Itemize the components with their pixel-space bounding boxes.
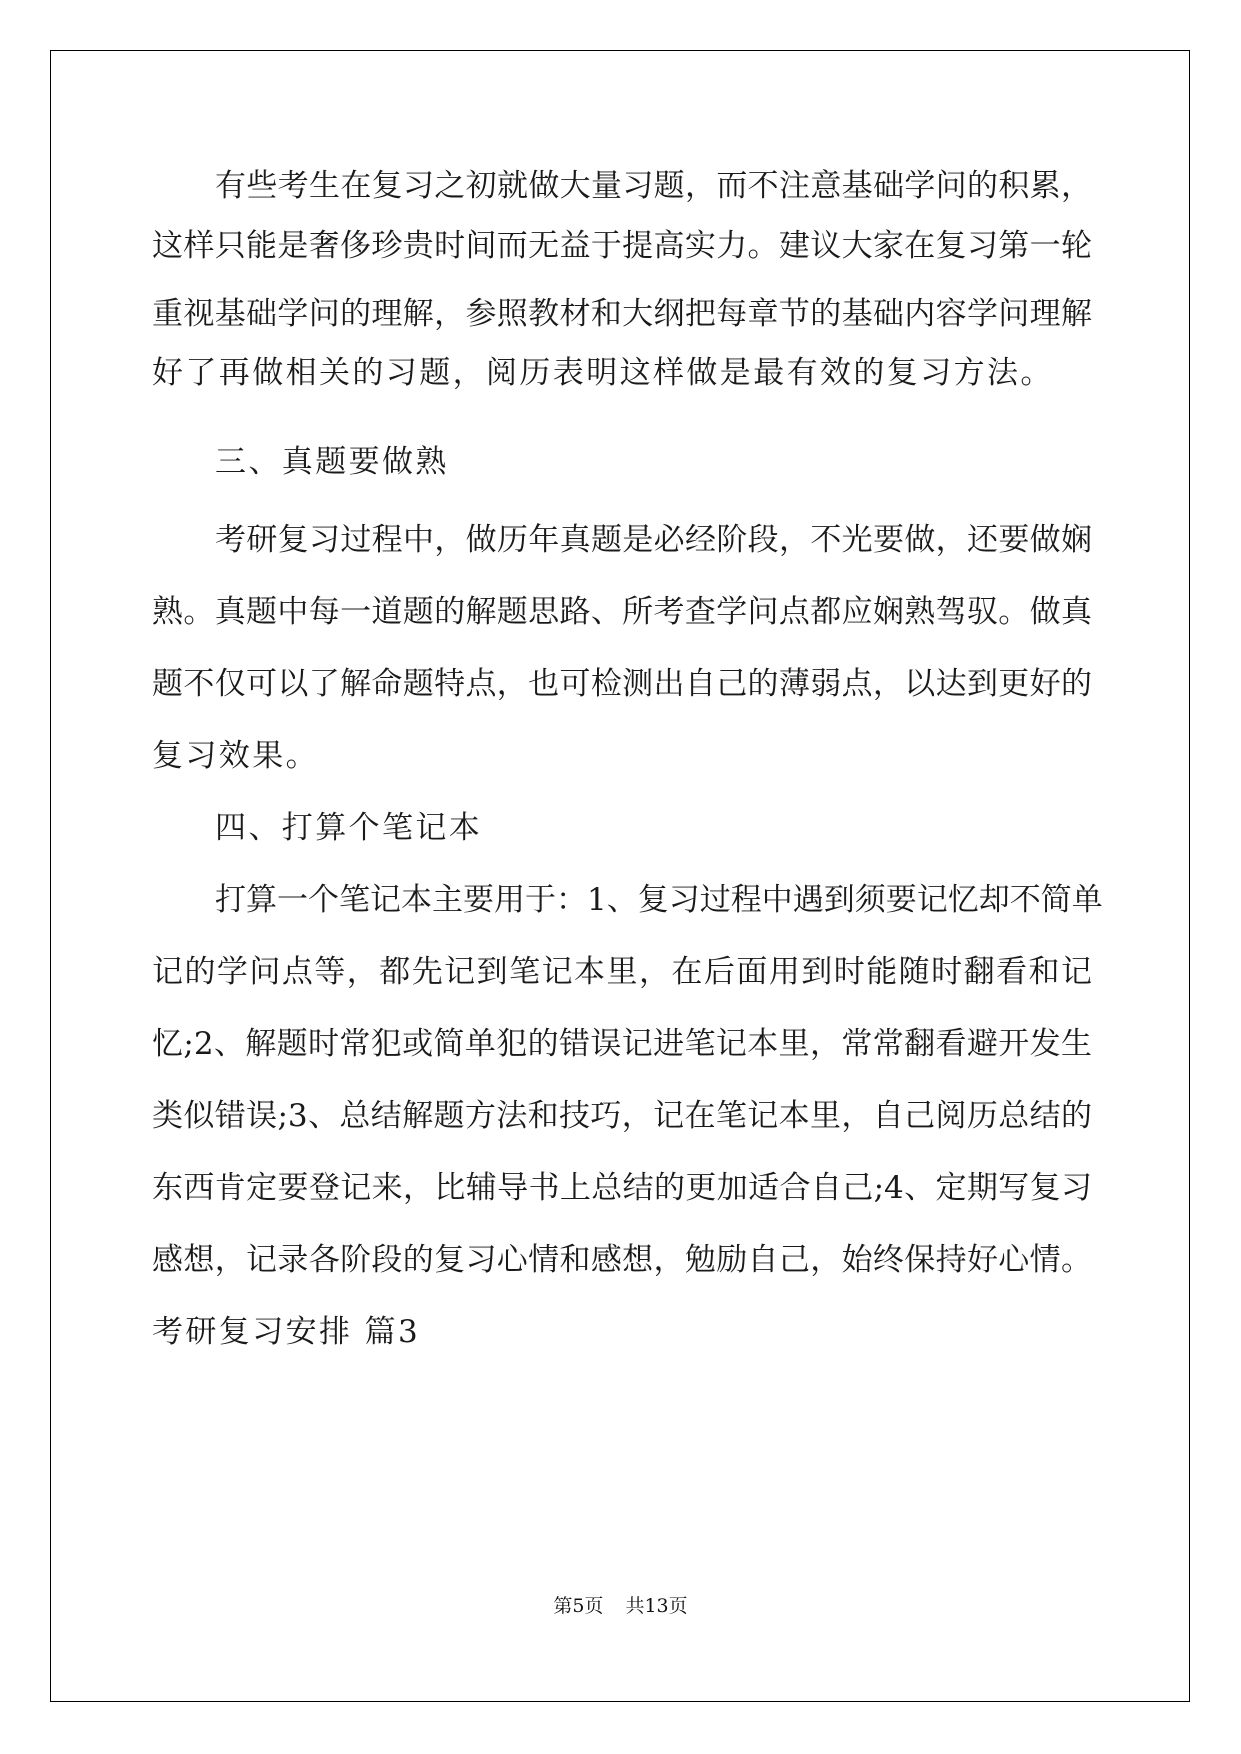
paragraph-line: 题不仅可以了解命题特点，也可检测出自己的薄弱点，以达到更好的 — [152, 666, 1092, 702]
paragraph-line: 考研复习过程中，做历年真题是必经阶段，不光要做，还要做娴 — [215, 522, 1092, 558]
paragraph-line: 东西肯定要登记来，比辅导书上总结的更加适合自己;4、定期写复习 — [152, 1170, 1092, 1206]
paragraph-line: 这样只能是奢侈珍贵时间而无益于提高实力。建议大家在复习第一轮 — [152, 228, 1092, 264]
paragraph-line: 熟。真题中每一道题的解题思路、所考查学问点都应娴熟驾驭。做真 — [152, 594, 1092, 630]
page-number: 第5页 — [553, 1595, 604, 1617]
paragraph-line: 打算一个笔记本主要用于：1、复习过程中遇到须要记忆却不简单 — [215, 882, 1103, 918]
page-total: 共13页 — [625, 1595, 688, 1617]
section-heading: 四、打算个笔记本 — [215, 810, 483, 846]
paragraph-line: 类似错误;3、总结解题方法和技巧，记在笔记本里，自己阅历总结的 — [152, 1098, 1092, 1134]
page-footer — [0, 1594, 1241, 1618]
paragraph-line: 复习效果。 — [152, 738, 319, 774]
paragraph-line: 忆;2、解题时常犯或简单犯的错误记进笔记本里，常常翻看避开发生 — [152, 1026, 1092, 1062]
paragraph-line: 重视基础学问的理解，参照教材和大纲把每章节的基础内容学问理解 — [152, 296, 1092, 332]
paragraph-line: 感想，记录各阶段的复习心情和感想，勉励自己，始终保持好心情。 — [152, 1242, 1092, 1278]
section-heading: 三、真题要做熟 — [215, 444, 449, 480]
paragraph-line: 有些考生在复习之初就做大量习题，而不注意基础学问的积累， — [215, 168, 1092, 204]
paragraph-line: 记的学问点等，都先记到笔记本里，在后面用到时能随时翻看和记 — [152, 954, 1092, 990]
article-title: 考研复习安排 篇3 — [152, 1314, 421, 1350]
paragraph-line: 好了再做相关的习题，阅历表明这样做是最有效的复习方法。 — [152, 355, 1054, 391]
